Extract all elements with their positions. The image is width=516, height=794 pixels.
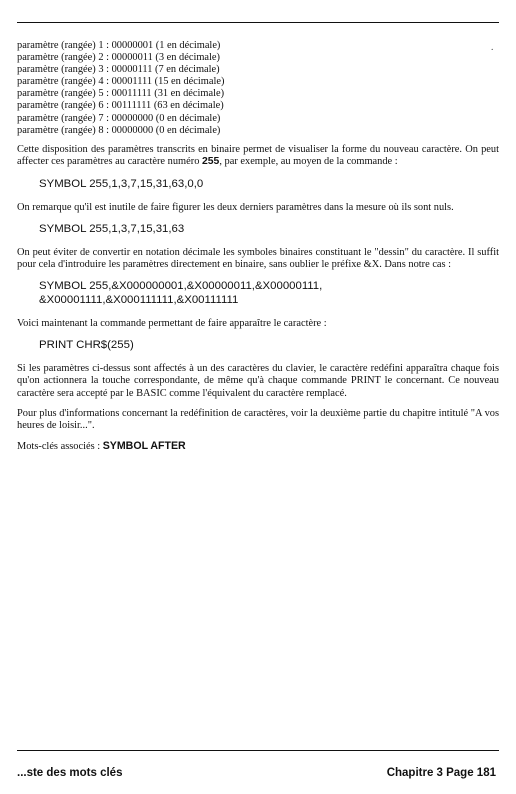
parameter-row: paramètre (rangée) 5 : 00011111 (31 en décimale) xyxy=(17,88,225,100)
parameter-row: paramètre (rangée) 6 : 00111111 (63 en décimale) xyxy=(17,100,224,112)
keywords-value: SYMBOL AFTER xyxy=(102,439,186,452)
page-body xyxy=(17,40,499,453)
code-symbol-binary xyxy=(39,279,499,307)
parameter-row: paramètre (rangée) 4 : 00001111 (15 en décimale) xyxy=(17,76,225,88)
footer-section-title: ...ste des mots clés xyxy=(17,767,123,779)
parameter-row: paramètre (rangée) 8 : 00000000 (0 en décimale) xyxy=(17,124,221,136)
code-symbol-full: SYMBOL 255,1,3,7,15,31,63,0,0 xyxy=(39,177,204,190)
footer-page-number: Chapitre 3 Page 181 xyxy=(386,767,496,779)
related-keywords xyxy=(17,440,499,453)
header-rule xyxy=(17,22,499,23)
code-line: &X00001111,&X000111111,&X00111111 xyxy=(39,294,239,307)
parameter-row: paramètre (rangée) 3 : 00000111 (7 en décimale) xyxy=(17,64,220,76)
paragraph-trailing-zeros: On remarque qu'il est inutile de faire figurer les deux derniers paramètres dans la mesure où ils sont nuls. xyxy=(17,201,454,213)
paragraph-binary-notation: On peut éviter de convertir en notation décimale les symboles binaires constituant le "dessin" du caractère. Il suffit pour cela d'introduire les paramètres directement en binaire, sans oublier le préfixe &X. Dans notre cas : xyxy=(17,247,499,271)
paragraph-binary-explanation xyxy=(17,144,499,168)
parameter-row: paramètre (rangée) 7 : 00000000 (0 en décimale) xyxy=(17,112,221,124)
footer-rule xyxy=(17,750,499,751)
code-print: PRINT CHR$(255) xyxy=(39,339,134,352)
parameter-row: paramètre (rangée) 2 : 00000011 (3 en décimale) xyxy=(17,52,221,64)
paragraph-print-intro: Voici maintenant la commande permettant de faire apparaître le caractère : xyxy=(17,318,327,330)
code-line: SYMBOL 255,&X000000001,&X00000011,&X00000111, xyxy=(39,280,323,293)
paragraph-keyboard-note: Si les paramètres ci-dessus sont affectés à un des caractères du clavier, le caractère redéfini apparaîtra chaque fois qu'on actionnera la touche correspondante, de même qu'à chaque commande PRINT le concernant. Ce nouveau caractère sera accepté par le BASIC comme l'équivalent du caractère remplacé. xyxy=(17,363,499,399)
code-symbol-short: SYMBOL 255,1,3,7,15,31,63 xyxy=(39,223,185,236)
paragraph-text: Cette disposition des paramètres transcrits en binaire permet de visualiser la forme du nouveau caractère. On peut affecter ces paramètres au caractère numéro xyxy=(17,143,499,167)
character-number: 255 xyxy=(201,155,220,167)
paragraph-text: , par exemple, au moyen de la commande : xyxy=(219,155,398,167)
scan-mark: · xyxy=(490,44,494,56)
paragraph-more-info: Pour plus d'informations concernant la redéfinition de caractères, voir la deuxième partie du chapitre intitulé "A vos heures de loisir...". xyxy=(17,407,499,431)
keywords-label: Mots-clés associés : xyxy=(17,440,103,452)
parameter-list xyxy=(17,40,499,137)
parameter-row: paramètre (rangée) 1 : 00000001 (1 en décimale) xyxy=(17,40,221,51)
